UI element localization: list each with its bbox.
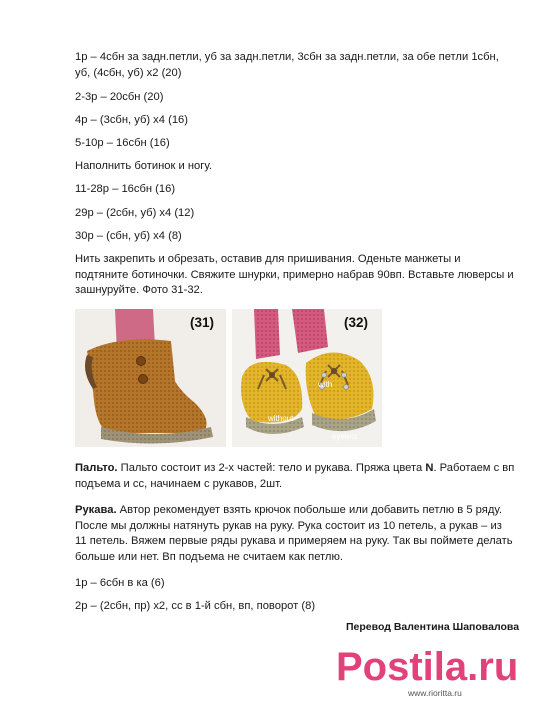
sleeve-text: Автор рекомендует взять крючок побольше или добавить петлю в 5 ряду. После мы должны натянуть рукав на руку. Рука состоит из 10 петель, а рукав – из 11 петель. Вяжем первые ряды рукава и примеряем на руку. Так вы поймете делать больше или нет. Вп подъема не считаем как петлю. [75,504,513,563]
finish-paragraph: Нить закрепить и обрезать, оставив для пришивания. Оденьте манжеты и подтяните ботиночки. Свяжите шнурки, примерно набрав 90вп. Вставьте люверсы и зашнуруйте. Фото 31-32. [75,253,514,296]
row-30: 30р – (сбн, уб) х4 (8) [75,230,182,242]
svg-text:www.rioritta.ru: www.rioritta.ru [408,688,462,698]
row-29: 29р – (2сбн, уб) х4 (12) [75,207,195,219]
row-2-3: 2-3р – 20сбн (20) [75,91,164,103]
photo-32-caption-without: without [268,414,294,423]
coat-color: N [425,462,434,474]
row-1-line-b: уб, (4сбн, уб) х2 (20) [75,67,182,79]
sleeve-heading: Рукава. [75,504,117,516]
photo-31-boot [75,309,226,447]
photo-31-number: (31) [190,315,215,330]
sleeve-paragraph [75,503,515,565]
coat-heading: Пальто. [75,462,118,474]
row-4: 4р – (3сбн, уб) х4 (16) [75,114,189,126]
row-5-10: 5-10р – 16сбн (16) [75,137,170,149]
row-11-28: 11-28р – 16сбн (16) [75,183,176,195]
sleeve-row-1: 1р – 6сбн в ка (6) [75,577,165,589]
translator-credit: Перевод Валентина Шаповалова [346,621,520,633]
photo-32-caption-eyelets: eyelets [332,432,358,441]
svg-text:Postila.ru: Postila.ru [336,645,519,689]
postila-logo-icon [300,636,540,699]
sleeve-row-2: 2р – (2сбн, пр) х2, сс в 1-й сбн, вп, поворот (8) [75,600,316,612]
coat-text: Пальто состоит из 2-х частей: тело и рукава. Пряжа цвета [117,462,426,474]
photo-32-number: (32) [344,315,369,330]
coat-text-2: . Работаем с вп подъема и сс, начинаем с рукавов, 2шт. [75,462,515,490]
row-1-line-a: 1р – 4сбн за задн.петли, уб за задн.петли, 3сбн за задн.петли, за обе петли 1сбн, [75,51,499,63]
photo-32-boots [232,309,382,447]
postila-watermark [300,636,540,699]
photo-32-caption-with: with [318,380,333,389]
stuff-instruction: Наполнить ботинок и ногу. [75,160,212,172]
coat-paragraph [75,461,515,492]
